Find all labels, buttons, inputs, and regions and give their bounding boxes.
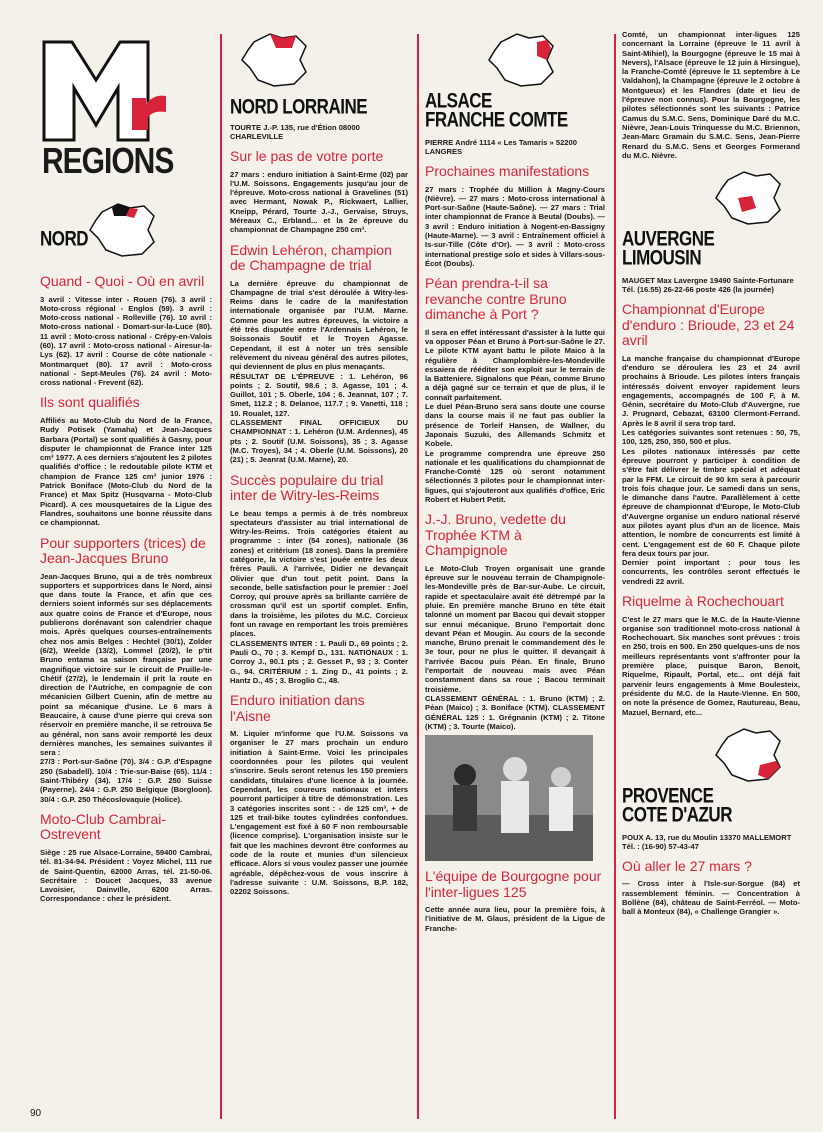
region-title: FRANCHE COMTE (425, 107, 568, 132)
article-text: RÉSULTAT DE L'ÉPREUVE : 1. Lehéron, 96 points ; 2. Soutif, 98.6 ; 3. Agasse, 101 ; 4. Guillot, 101 ; 5. Oberle, 104 ; 6. Jeannat, 107 ; 7. Smet, 112.2 ; 8. Delanoe, 117.7 ; 9. Vanetti, 118 ; 10. Roualet, 127. (230, 371, 408, 418)
column-rule (417, 34, 419, 1119)
section-heading: Prochaines manifestations (425, 163, 590, 179)
article-text: CLASSEMENT FINAL OFFICIEUX DU CHAMPIONNAT : 1. Lehéron (U.M. Ardennes), 45 pts ; 2. Soutif (U.M. Soissons), 35 ; 3. Agasse (M.C. Troyes), 34 ; 4. Oberle (U.M. Soissons), 20 (21) ; 5. Jeanrat (U.M. Marne), 20. (230, 418, 408, 465)
article-text: M. Liquier m'informe que l'U.M. Soissons va organiser le 27 mars prochain un enduro initiation à Saint-Erme. Voici les principales coordonnées pour les pilotes qui veulent s'inscrire. Seuls seront retenus les 150 premiers candidats, titulaires d'une licence à la journée. Cependant, les coureurs nationaux et inters pourront participer à titre de démonstration. Les 3 catégories inscrites sont : - de 125 cm³, + de 125 et trail-bike toutes cylindrées confondues. L'engagement est fixé à 60 F non remboursable (licence comprise). L'organisation insiste sur le fait que les machines devront être conformes au code de la route et munies d'un silencieux efficace. Alors si vous voulez passer une journée agréable, dépêchez-vous de vous inscrire à l'adresse suivante : U.M. Soissons, B.P. 182, 02202 Soissons. (230, 729, 408, 897)
section-heading: Succès populaire du trial inter de Witry-les-Reims (230, 471, 384, 504)
article-text: Dernier point important : pour tous les concurrents, les contrôles seront effectués le vendredi 22 avril. (622, 558, 800, 586)
article-text: La dernière épreuve du championnat de Champagne de trial s'est déroulée à Witry-les-Reims dans le cadre de la manifestation internationale organisée par l'U.M. Marne. Comme pour les autres épreuves, la victoire a été très disputée entre l'Ardennais Lehéron, le Soissonais Soutif et le Troyen Agasse. Cependant, il est à noter un très sensible relèvement du niveau général des autres pilotes, qui deviennent de plus en plus menaçants. (230, 278, 408, 372)
correspondent-address: TOURTE J.-P. 135, rue d'Étion 08000 CHARLEVILLE (230, 123, 360, 141)
section-heading: Quand - Quoi - Où en avril (40, 273, 205, 289)
section-heading: Péan prendra-t-il sa revanche contre Bruno dimanche à Port ? (425, 275, 567, 323)
section-heading: Sur le pas de votre porte (230, 148, 384, 164)
section-heading: Ils sont qualifiés (40, 394, 140, 411)
article-text: 27 mars : Trophée du Million à Magny-Cours (Nièvre). — 27 mars : Moto-cross international à Port-sur-Saône (Haute-Saône). — 27 mars : Trial inter championnat de France à Beutal (Doubs). — 3 avril : Enduro initiation à Nogent-en-Bassigny (Haute-Marne). — 3 avril : Entraînement officiel à Is-sur-Tille (Côte d'Or). — 3 avril : Moto-cross international prestige solo et sides à Villars-sous-Écot (Doubs). (425, 184, 605, 268)
correspondent-address: PIERRE André 1114 « Les Tamaris » 52200 LANGRES (425, 138, 577, 156)
france-map-icon (82, 200, 162, 260)
article-text: Le beau temps a permis à de très nombreux spectateurs d'assister au trial international de Witry-les-Reims. Trois catégories étaient au programme : inter (54 zones), nationale (36 zones) et critérium (18 zones). Dans la première catégorie, la victoire s'est jouée entre les deux frères Pauli. A l'arrivée, Didier ne devançait Olivier que d'un tout petit point. Dans la seconde, belle satisfaction pour le premier : Joël Corroy, qui prouve après sa brillante carrière de crossman qu'il est un sportif complet. Enfin, dans la troisième, les pilotes du M.C. Corcieux font un ravage en remportant les trois premières places. (230, 508, 408, 639)
section-heading: Riquelme à Rochechouart (622, 593, 784, 610)
article-text: Le duel Péan-Bruno sera sans doute une course dans la course mais il ne faut pas oublier la présence de Torleif Hansen, de Wallner, du Japonais Suzuki, des Allemands Schmitz et Kobele. (425, 402, 605, 449)
article-text: Siège : 25 rue Alsace-Lorraine, 59400 Cambrai, tél. 81-34-94. Président : Voyez Michel, 111 rue de Saint-Quentin, 62000 Arras, tél. 21-50-06. Secrétaire : Doucet Jacques, 33 avenue Lavoisier, Dainville, 6200 Arras. Correspondance : chez le président. (40, 847, 212, 904)
section-heading: J.-J. Bruno, vedette du Trophée KTM à Champignole (425, 511, 566, 559)
region-title: COTE D'AZUR (622, 802, 732, 827)
column-rule (614, 34, 616, 1119)
column-rule (220, 34, 222, 1119)
section-heading: Edwin Lehéron, champion de Champagne de trial (230, 241, 392, 274)
mr-regions-logo (40, 30, 212, 180)
page-number: 90 (30, 1108, 42, 1119)
region-title: LIMOUSIN (622, 245, 702, 270)
article-text: Les pilotes nationaux intéressés par cette épreuve pourront y participer à condition de s'être fait délivrer le timbre spécial et adéquat par la FFM. Le circuit de 90 km sera à parcourir trois fois chaque jour. Le samedi dans un sens, le dimanche dans l'autre. Parallèlement à cette épreuve de championnat d'Europe, le Moto-Club d'Auvergne organise un enduro national réservé aux pilotes ayant plus d'un an de licence. Mais attention, le nombre de concurrents est limité à cent. L'engagement est de 60 F. Chaque pilote fera deux tours par jour. (622, 446, 800, 558)
article-text: 3 avril : Vitesse inter - Rouen (76). 3 avril : Moto-cross régional - Englos (59). 3 avril : Moto-cross national - Rolleville (76). 10 avril : Moto-cross national - Domart-sur-la-Luce (80). 11 avril : Moto-cross national - Crépy-en-Valois (60). 17 avril : Moto-cross national - Airesur-la-Lys (62). 17 avril : Course de côte nationale - Montmarquet (80). 17 avril : Moto-cross national - Sept-Meules (76). 24 avril : Moto-cross national - Frevent (62). (40, 294, 212, 388)
riders-photo-image (425, 735, 593, 861)
article-text: Le programme comprendra une épreuve 250 nationale et les qualifications du championnat de Franche-Comté 125 où seront notamment sélectionnés 3 pilotes pour le championnat inter-ligues, qui s'ajouteront aux qualifiés d'office, Eric Robert et Hubert Petit. (425, 448, 605, 505)
section-heading: L'équipe de Bourgogne pour l'inter-ligues 125 (425, 868, 602, 900)
article-text: CLASSEMENT GÉNÉRAL : 1. Bruno (KTM) ; 2. Péan (Maico) ; 3. Boniface (KTM). CLASSEMENT GÉNÉRAL 125 : 1. Grégnanin (KTM) ; 2. Titone (KTM) ; 3. Tourte (Maico). (425, 693, 605, 731)
france-map-icon (234, 30, 314, 90)
correspondent-address: MAUGET Max Lavergne 19490 Sainte-Fortunare Tél. (16.55) 26-22-66 poste 426 (la journée) (622, 276, 794, 295)
article-text: 27 mars : enduro initiation à Saint-Erme (02) par l'U.M. Soissons. Engagements jusqu'au jour de l'épreuve. Moto-cross national à Gravelines (51) avec Hermant, Nowak P., Rickwaert, Lallier, Kneipp, Pérard, Tourte J.-J., Gervaise, Struys, Méreaux C., Erbland... et la 2e épreuve du championnat de Champagne 250 cm³. (230, 169, 408, 235)
region-title: PROVENCE (622, 783, 714, 808)
france-map-icon (481, 30, 561, 90)
region-title: AUVERGNE (622, 226, 715, 251)
riders-photo (425, 735, 593, 861)
logo-word: REGIONS (42, 142, 174, 182)
region-title: ALSACE (425, 88, 492, 113)
article-text: Jean-Jacques Bruno, qui a de très nombreux supporters et supportrices dans le Nord, ainsi que dans toute la France, et afin que ces derniers soient informés sur ses déplacements aux quatre coins de France et d'Europe, nous publierons dorénavant son calendrier chaque mois. Après quelques courses-entraînements chez nos amis Belges : Hechtel (30/1), Zolder (6/2), Weelde (13/2), Lommel (20/2), le p'tit Bruno entama sa saison française par une magnifique victoire sur le circuit de Pruille-le-Chétif (27/2), le lendemain il prit la route en direction de l'Autriche, en compagnie de con mécanicien Gilbert Cuenin, afin de mettre au point sa mécanique d'usine. Le 6 mars à Beaucaire, à cause d'une pierre qui creva son réservoir en première manche, il se retrouva 5e au général, non sans avoir remporté les deux dernières manches, les semaines suivantes il sera : (40, 571, 212, 758)
article-text: CLASSEMENTS INTER : 1. Pauli D., 69 points ; 2. Pauli O., 70 ; 3. Kempf D., 131. NATIONAUX : 1. Corroy J., 90.1 pts ; 2. Gesset P., 93 ; 3. Conter G., 94. CRITÉRIUM : 1. Zing D., 41 points ; 2. Hantz D., 45 ; 3. Broglio C., 48. (230, 638, 408, 685)
region-title: NORD LORRAINE (230, 94, 368, 119)
article-text: Les catégories suivantes sont retenues : 50, 75, 100, 125, 250, 350, 500 et plus. (622, 428, 800, 447)
article-text: — Cross inter à l'Isle-sur-Sorgue (84) et rassemblement féminin. — Concentration à Bollène (84), château de Saint-Ferréol. — Moto-ball à Monteux (84), « Challenge Grangier ». (622, 879, 800, 917)
column-auvergne-provence (622, 30, 800, 1120)
france-map-icon (708, 168, 788, 228)
article-text: Le Moto-Club Troyen organisait une grande épreuve sur le nouveau terrain de Champignole-les-Mondeville près de Bar-sur-Aube. Le circuit, rapide et spectaculaire avait été détrempé par la pluie. En première manche Bruno en tête était talonné un moment par Bacou qui devait stopper sur ennui mécanique. Bruno l'emportait donc devant Péan et Mougin. Au cours de la seconde manche, Bruno prenait le commandement dès le 3e tour, pour ne plus le quitter. Il devançait à l'arrivée Bacou puis Péan. En finale, Bruno l'emportait de nouveau mais avec Péan constamment dans sa roue ; Bacou terminait troisième. (425, 563, 605, 694)
section-heading: Moto-Club Cambrai-Ostrevent (40, 810, 167, 843)
article-text: Cette année aura lieu, pour la première fois, à l'initiative de M. Glaus, président de la Ligue de Franche- (425, 905, 605, 933)
section-heading: Enduro initiation dans l'Aisne (230, 692, 365, 724)
article-text: 27/3 : Port-sur-Saône (70). 3/4 : G.P. d'Espagne 250 (Sabadell). 10/4 : Trie-sur-Baise (65). 11/4 : Saint-Thibéry (34). 17/4 : G.P. 250 Suisse (Payerne). 24/4 : G.P. 250 Belgique (Borgloon). 30/4 : G.P. 250 Thécoslovaquie (Holice). (40, 757, 212, 804)
column-nord (40, 30, 212, 1120)
france-map-icon (708, 725, 788, 785)
region-title: NORD (40, 226, 89, 251)
column-nord-lorraine (230, 30, 408, 1120)
article-text: C'est le 27 mars que le M.C. de la Haute-Vienne organise son traditionnel moto-cross national à Rochechouart. Six manches sont prévues : trois en 250, trois en 500. En 250 quelques-uns de nos meilleurs représentants vont s'affronter pour la première place, puisque Baron, Benoit, Riquelme, Ripault, Portal, etc... ont déjà fait parvenir leurs engagements à Mme Boulesteix, présidente du M.C. de la Haute-Vienne. En 500, on note la présence de Gomez, Rautureau, Beau, Mazuel, Bernard, etc... (622, 614, 800, 717)
article-text: Affiliés au Moto-Club du Nord de la France, Rudy Potisek (Yamaha) et Jean-Jacques Barbara (Portal) se sont qualifiés à Gasny, pour disputer le championnat de France inter 125 cm³ 1977. A ces derniers s'ajoutent les 2 pilotes qualifiés d'office : le redoutable pilote KTM et champion de France 125 cm³ junior 1976 : Patrick Boniface (Moto-Club du Nord de la France) et Max Spitz (Husqvarna - Moto-Club Picard). A ces mousquetaires de la Ligue des Flandres, souhaitons une bonne réussite dans ce championnat. (40, 415, 212, 528)
column-alsace (425, 30, 605, 1120)
article-text: La manche française du championnat d'Europe d'enduro se déroulera les 23 et 24 avril prochains à Brioude. Les pilotes inters français intéressés doivent envoyer rapidement leurs engagements, accompagnés de 100 F, à M. Génin, secrétaire du Moto-Club d'Auvergne, rue J. Prugnard, Cebazat, 63100 Clermont-Ferrand. Après le 8 avril il sera trop tard. (622, 353, 800, 428)
section-heading: Pour supporters (trices) de Jean-Jacques Bruno (40, 534, 206, 567)
article-text: Comté, un championnat inter-ligues 125 concernant la Lorraine (épreuve le 11 avril à Saint-Mihiel), la Bourgogne (épreuve le 15 mai à Nevers), l'Alsace (épreuve le 12 juin à Hirsingue), la Franche-Comté (épreuve le 11 septembre à Le Valdahon), la Champagne (épreuve le 2 octobre à Montgueux) et les Flandres (date et lieu de l'épreuve non connus). Pour la Bourgogne, les pilotes sélectionnés sont les suivants : Patrice Camus du S.M.C. Sens, Dominique Daré du M.C. Nièvre, Jean-Louis Trinquesse du M.C. Briennon, Jean-Marc Gramain du S.M.C. Sens, Jean-Pierre Renard du S.M.C. Sens et Georges Formerand du M.C. Nièvre. (622, 30, 800, 160)
section-heading: Championnat d'Europe d'enduro : Brioude, 23 et 24 avril (622, 301, 795, 349)
article-text: Il sera en effet intéressant d'assister à la lutte qui va opposer Péan et Bruno à Port-sur-Saône le 27. Le pilote KTM ayant battu le pilote Maico à la régulière à Champlombière-les-Mondeville essaiera de rééditer son exploit sur le terrain de la Batteniere. Signalons que Péan, comme Bruno a déjà gagné sur ce terrain et que de plus, il le connaît parfaitement. (425, 327, 605, 402)
section-heading: Où aller le 27 mars ? (622, 857, 752, 874)
correspondent-address: POUX A. 13, rue du Moulin 13370 MALLEMORT Tél. : (16-90) 57-43-47 (622, 832, 792, 851)
